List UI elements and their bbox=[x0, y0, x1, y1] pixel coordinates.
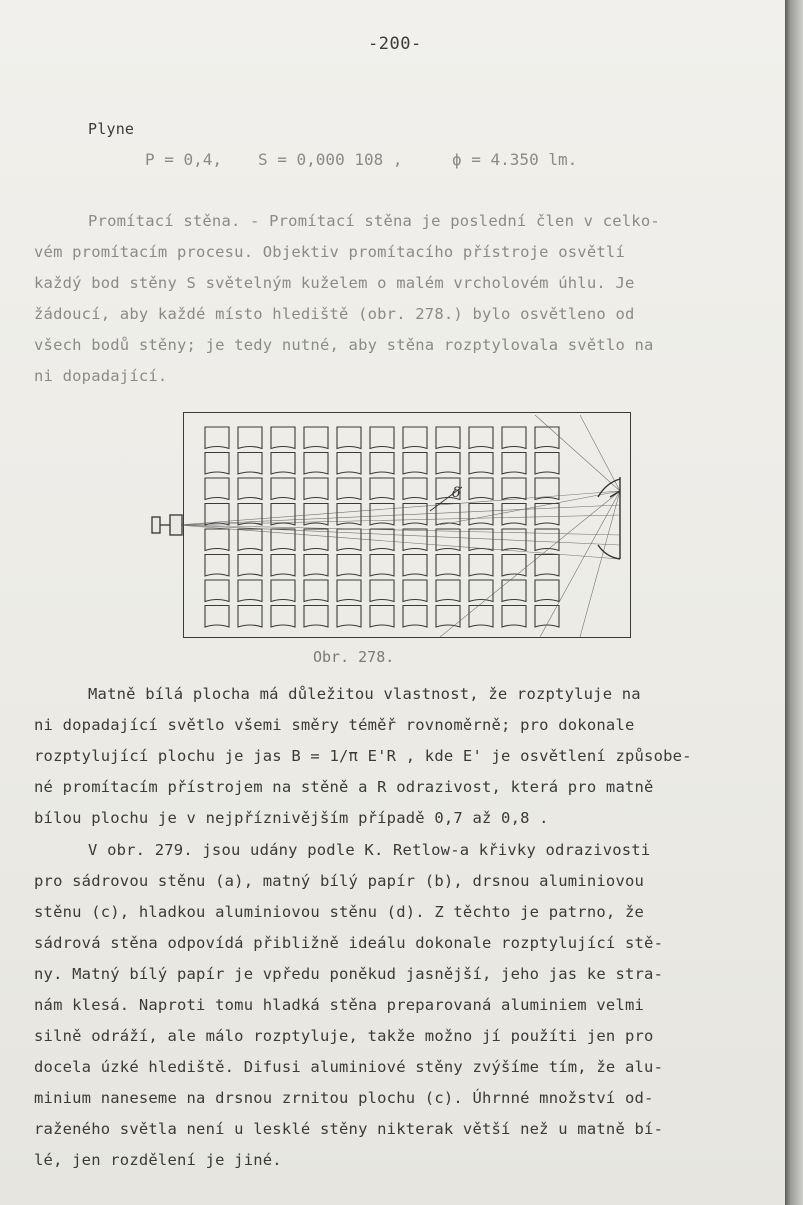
seat bbox=[205, 555, 229, 577]
paragraph-line: rozptylující plochu je jas B = 1/π E'R , kde E' je osvětlení způsobe- bbox=[34, 747, 692, 765]
seat bbox=[436, 555, 460, 577]
seat bbox=[370, 606, 394, 628]
seat bbox=[403, 427, 427, 449]
seat bbox=[403, 529, 427, 551]
seat bbox=[205, 478, 229, 500]
seat bbox=[370, 478, 394, 500]
seat bbox=[337, 427, 361, 449]
seat bbox=[238, 580, 262, 602]
paragraph-line: vém promítacím procesu. Objektiv promítacího přístroje osvětlí bbox=[34, 243, 625, 261]
seat bbox=[502, 555, 526, 577]
seat bbox=[337, 606, 361, 628]
seat bbox=[271, 606, 295, 628]
seat bbox=[535, 427, 559, 449]
seat bbox=[436, 529, 460, 551]
seat bbox=[337, 453, 361, 475]
seat bbox=[304, 529, 328, 551]
seat bbox=[436, 580, 460, 602]
paragraph-line: Promítací stěna. - Promítací stěna je poslední člen v celko- bbox=[88, 212, 660, 230]
seat bbox=[271, 580, 295, 602]
figure-caption: Obr. 278. bbox=[313, 648, 395, 666]
seat bbox=[271, 478, 295, 500]
paragraph-line: minium naneseme na drsnou zrnitou plochu (c). Úhrnné množství od- bbox=[34, 1089, 654, 1107]
paragraph-line: lé, jen rozdělení je jiné. bbox=[34, 1151, 282, 1169]
seat bbox=[469, 606, 493, 628]
seat bbox=[436, 453, 460, 475]
angle-label: δ bbox=[452, 485, 461, 501]
seat bbox=[535, 580, 559, 602]
paragraph-line: ni dopadající. bbox=[34, 367, 168, 385]
intro-text: Plyne bbox=[88, 120, 135, 138]
seat bbox=[403, 555, 427, 577]
seat bbox=[304, 478, 328, 500]
seat bbox=[403, 580, 427, 602]
paragraph-line: silně odráží, ale málo rozptyluje, takže možno jí použíti jen pro bbox=[34, 1027, 654, 1045]
paragraph-line: né promítacím přístrojem na stěně a R odrazivost, která pro matně bbox=[34, 778, 654, 796]
seat bbox=[469, 504, 493, 526]
seat bbox=[238, 555, 262, 577]
seat bbox=[535, 478, 559, 500]
seat bbox=[205, 606, 229, 628]
seat bbox=[502, 453, 526, 475]
seat bbox=[271, 453, 295, 475]
formula-p: P = 0,4, bbox=[145, 150, 223, 169]
seat bbox=[469, 555, 493, 577]
seat bbox=[238, 529, 262, 551]
projection-rays bbox=[178, 415, 620, 637]
seat bbox=[304, 555, 328, 577]
formula-s: S = 0,000 108 , bbox=[258, 150, 403, 169]
seat bbox=[337, 504, 361, 526]
seat bbox=[337, 555, 361, 577]
paragraph-line: žádoucí, aby každé místo hlediště (obr. 278.) bylo osvětleno od bbox=[34, 305, 635, 323]
seat bbox=[502, 478, 526, 500]
paragraph-line: nám klesá. Naproti tomu hladká stěna preparovaná aluminiem velmi bbox=[34, 996, 645, 1014]
seat bbox=[403, 478, 427, 500]
seat bbox=[370, 427, 394, 449]
seat bbox=[337, 478, 361, 500]
seat bbox=[205, 427, 229, 449]
seat bbox=[469, 580, 493, 602]
paragraph-line: docela úzké hlediště. Difusi aluminiové stěny zvýšíme tím, že alu- bbox=[34, 1058, 664, 1076]
seat bbox=[469, 453, 493, 475]
seat bbox=[370, 504, 394, 526]
paragraph-line: bílou plochu je v nejpříznivějším případě 0,7 až 0,8 . bbox=[34, 809, 549, 827]
seat bbox=[535, 555, 559, 577]
seat bbox=[238, 478, 262, 500]
seat bbox=[502, 504, 526, 526]
paragraph-line: ni dopadající světlo všemi směry téměř rovnoměrně; pro dokonale bbox=[34, 716, 635, 734]
paragraph-line: sádrová stěna odpovídá přibližně ideálu dokonale rozptylující stě- bbox=[34, 934, 664, 952]
seat bbox=[403, 606, 427, 628]
projector-icon bbox=[152, 515, 182, 535]
seat bbox=[238, 606, 262, 628]
seat bbox=[403, 453, 427, 475]
seat bbox=[535, 453, 559, 475]
seat bbox=[502, 427, 526, 449]
seat bbox=[205, 529, 229, 551]
auditorium-diagram bbox=[140, 405, 660, 645]
seat bbox=[502, 580, 526, 602]
seat bbox=[370, 580, 394, 602]
paragraph-line: stěnu (c), hladkou aluminiovou stěnu (d). Z těchto je patrno, že bbox=[34, 903, 645, 921]
formula-phi: ϕ = 4.350 lm. bbox=[452, 150, 578, 169]
seat bbox=[304, 453, 328, 475]
paragraph-line: pro sádrovou stěnu (a), matný bílý papír (b), drsnou aluminiovou bbox=[34, 872, 645, 890]
seat bbox=[271, 504, 295, 526]
screen bbox=[598, 477, 620, 559]
seat bbox=[205, 580, 229, 602]
seat bbox=[271, 555, 295, 577]
paragraph-line: Matně bílá plocha má důležitou vlastnost, že rozptyluje na bbox=[88, 685, 641, 703]
seat bbox=[469, 427, 493, 449]
seat bbox=[370, 555, 394, 577]
seat bbox=[337, 580, 361, 602]
seat bbox=[370, 453, 394, 475]
seat bbox=[502, 606, 526, 628]
seat bbox=[469, 478, 493, 500]
seat bbox=[436, 427, 460, 449]
seat bbox=[205, 453, 229, 475]
seat bbox=[238, 453, 262, 475]
seat bbox=[304, 606, 328, 628]
paragraph-line: raženého světla není u lesklé stěny nikterak větší než u matně bí- bbox=[34, 1120, 664, 1138]
paragraph-line: každý bod stěny S světelným kuželem o malém vrcholovém úhlu. Je bbox=[34, 274, 635, 292]
seat bbox=[304, 427, 328, 449]
page-number: -200- bbox=[368, 34, 422, 54]
seat bbox=[535, 529, 559, 551]
paragraph-line: ny. Matný bílý papír je vpředu poněkud jasnější, jeho jas ke stra- bbox=[34, 965, 664, 983]
seat bbox=[535, 504, 559, 526]
paragraph-line: V obr. 279. jsou udány podle K. Retlow-a křivky odrazivosti bbox=[88, 841, 651, 859]
seat bbox=[304, 580, 328, 602]
paragraph-line: všech bodů stěny; je tedy nutné, aby stěna rozptylovala světlo na bbox=[34, 336, 654, 354]
seat bbox=[271, 427, 295, 449]
seat bbox=[238, 427, 262, 449]
binding-edge bbox=[785, 0, 803, 1205]
